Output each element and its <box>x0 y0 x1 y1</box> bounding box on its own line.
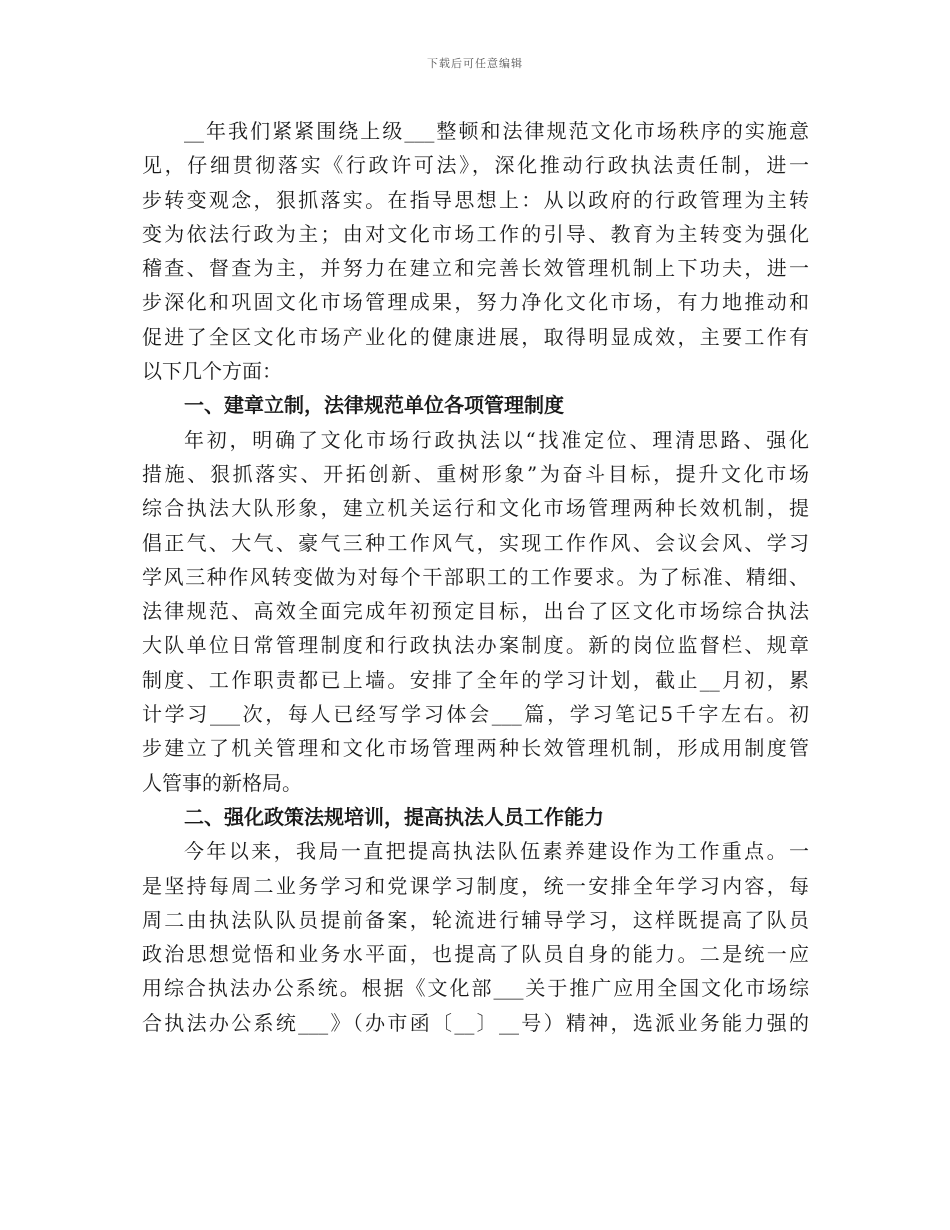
text-line: 步深化和巩固文化市场管理成果，努力净化文化市场，有力地推动和 <box>142 290 809 315</box>
text-line: 合执法办公系统___》（办市函〔__〕__号）精神，选派业务能力强的 <box>142 1010 809 1035</box>
text-line: 政治思想觉悟和业务水平面，也提高了队员自身的能力。二是统一应 <box>142 942 809 967</box>
text-line: 用综合执法办公系统。根据《文化部___关于推广应用全国文化市场综 <box>142 976 809 1001</box>
text-line: 见，仔细贯彻落实《行政许可法》，深化推动行政执法责任制，进一 <box>142 153 809 178</box>
paragraph-section-1 <box>142 423 809 800</box>
text-line: 综合执法大队形象，建立机关运行和文化市场管理两种长效机制，提 <box>142 496 809 521</box>
text-line: 学风三种作风转变做为对每个干部职工的工作要求。为了标准、精细、 <box>142 564 809 589</box>
text-line: 以下几个方面： <box>142 359 282 384</box>
text-line: 年初，明确了文化市场行政执法以“找准定位、理清思路、强化 <box>184 427 809 452</box>
section-heading: 一、建章立制，法律规范单位各项管理制度 <box>184 393 564 418</box>
section-heading: 二、强化政策法规培训，提高执法人员工作能力 <box>184 804 604 829</box>
text-line: 措施、狠抓落实、开拓创新、重树形象”为奋斗目标，提升文化市场 <box>142 461 809 486</box>
section-heading-1 <box>142 388 809 422</box>
paragraph-intro <box>142 114 809 388</box>
text-line: 倡正气、大气、豪气三种工作风气，实现工作作风、会议会风、学习 <box>142 530 809 555</box>
text-line: 促进了全区文化市场产业化的健康进展，取得明显成效，主要工作有 <box>142 324 809 349</box>
text-line: 变为依法行政为主；由对文化市场工作的引导、教育为主转变为强化 <box>142 221 809 246</box>
text-line: 稽查、督查为主，并努力在建立和完善长效管理机制上下功夫，进一 <box>142 256 809 281</box>
text-line: 步转变观念，狠抓落实。在指导思想上：从以政府的行政管理为主转 <box>142 187 809 212</box>
text-line: 法律规范、高效全面完成年初预定目标，出台了区文化市场综合执法 <box>142 599 809 624</box>
page-header: 下载后可任意编辑 <box>427 57 523 70</box>
paragraph-section-2 <box>142 834 809 1040</box>
document-body <box>142 114 809 1040</box>
text-line: 计学习___次，每人已经写学习体会___篇，学习笔记5千字左右。初 <box>142 702 809 727</box>
text-line: 制度、工作职责都已上墙。安排了全年的学习计划，截止__月初，累 <box>142 667 809 692</box>
text-line: 人管事的新格局。 <box>142 770 302 795</box>
text-line: 大队单位日常管理制度和行政执法办案制度。新的岗位监督栏、规章 <box>142 633 809 658</box>
text-line: 步建立了机关管理和文化市场管理两种长效管理机制，形成用制度管 <box>142 736 809 761</box>
text-line: 是坚持每周二业务学习和党课学习制度，统一安排全年学习内容，每 <box>142 873 809 898</box>
text-line: 今年以来，我局一直把提高执法队伍素养建设作为工作重点。一 <box>184 839 809 864</box>
section-heading-2 <box>142 800 809 834</box>
text-line: 周二由执法队队员提前备案，轮流进行辅导学习，这样既提高了队员 <box>142 907 809 932</box>
text-line: __年我们紧紧围绕上级___整顿和法律规范文化市场秩序的实施意 <box>184 119 809 143</box>
